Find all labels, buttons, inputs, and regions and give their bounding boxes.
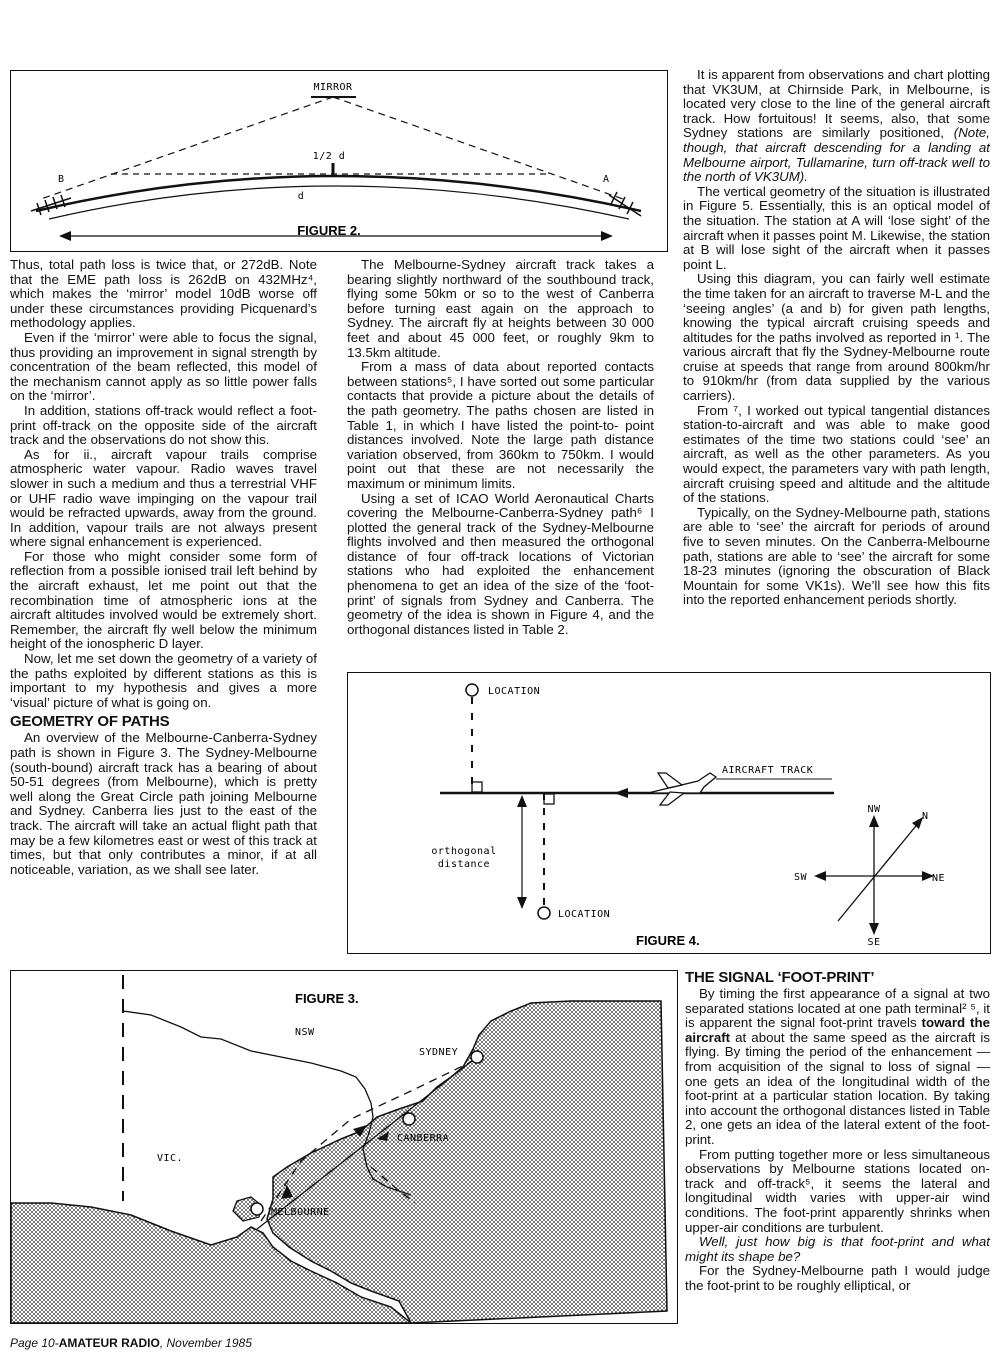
col1-paragraph-1: Thus, total path loss is twice that, or 272dB. Note that the EME path loss is 262dB on 432MHz⁴, which makes the ‘mirror’ model 10dB worse off under these circumstances providing Picquenard’s methodology applies. — [10, 257, 317, 331]
earth-surface — [36, 176, 641, 211]
mirror-label: MIRROR — [313, 82, 353, 93]
ocean-east — [267, 1001, 667, 1323]
nsw-label: NSW — [295, 1027, 315, 1038]
col4-paragraph-1: By timing the first appearance of a signal at two separated stations located at one path terminal² ⁵, it is apparent the signal foot-print travels toward the aircraft at about the same speed as the aircraft is flying. By timing the period of the enhancement — from acquisition of the signal to loss of signal — one gets an idea of the longitudinal width of the foot-print at a particular station location. By taking into account the orthogonal distances listed in Table 2, one gets an idea of the lateral extent of the foot-print. — [685, 986, 990, 1147]
figure-3 — [10, 970, 678, 1324]
orthogonal-label: orthogonal — [431, 846, 497, 857]
orthogonal-arrow-up-icon — [517, 795, 527, 807]
col2-paragraph-1: The Melbourne-Sydney aircraft track takes a bearing slightly northward of the southbound track, flying some 50km or so to the west of Canberra before turning east again on the approach to Sydney. The aircraft fly at heights between 30 000 feet and about 45 000 feet, or roughly 9km to 13.5km altitude. — [347, 257, 654, 360]
column-1 — [10, 258, 317, 877]
col1-paragraph-6: Now, let me set down the geometry of a variety of the paths exploited by different stations as this is important to my hypothesis and gives a more ‘visual’ picture of what is going on. — [10, 651, 317, 710]
compass-n-label: N — [922, 811, 929, 822]
sydney-marker-icon — [471, 1051, 483, 1063]
station-a-label: A — [603, 174, 610, 185]
figure-4 — [347, 672, 991, 954]
compass-nw-arrow-icon — [869, 815, 879, 827]
melbourne-marker-icon — [251, 1203, 263, 1215]
col1-paragraph-7: An overview of the Melbourne-Canberra-Sydney path is shown in Figure 3. The Sydney-Melbourne (south-bound) aircraft track has a bearing of about 50-51 degrees (from Melbourne), which is pretty well along the Great Circle path joining Melbourne and Sydney. Canberra lies just to the east of the track. The aircraft will take an actual flight path that may be a few kilometres east or west of this track at times, but that only contributes a minor, if at all noticeable, variation, as we shall see later. — [10, 730, 317, 877]
col1-paragraph-5: For those who might consider some form of reflection from a possible ionised trail left behind by the aircraft exhaust, let me point out that the recombination time of atmospheric ions at the aircraft altitudes involved would be extremely short. Remember, the aircraft fly well below the minimum height of the ionospheric D layer. — [10, 548, 317, 652]
column-2 — [347, 258, 654, 637]
compass-sw-arrow-icon — [814, 871, 826, 881]
figure-2-caption: FIGURE 2. — [297, 223, 361, 238]
page-footer: Page 10-AMATEUR RADIO, November 1985 — [10, 1336, 252, 1350]
track-arrow-icon — [614, 788, 628, 798]
compass-nw-label: NW — [867, 804, 881, 815]
station-b-label: B — [58, 174, 65, 185]
col1-paragraph-4: As for ii., aircraft vapour trails comprise atmospheric water vapour. Radio waves travel slower in such a medium and thus a terrestrial VHF or UHF radio wave impinging on the vapour trail would be refracted upwards, away from the ground. In addition, vapour trails are not always present where signal enhancement is experienced. — [10, 446, 317, 550]
sydney-label: SYDNEY — [419, 1047, 459, 1058]
col3-paragraph-1: It is apparent from observations and chart plotting that VK3UM, at Chirnside Park, in Melbourne, is located very close to the line of the general aircraft track. How fortuitous! It seems, also, that some Sydney stations are similarly positioned, (Note, though, that aircraft descending for a landing at Melbourne airport, Tullamarine, turn off-track well to the north of VK3UM). — [683, 67, 990, 185]
location-top-label: LOCATION — [488, 686, 541, 697]
compass-sw-label: SW — [794, 872, 808, 883]
right-angle-top-icon — [472, 782, 482, 792]
compass-se-label: SE — [867, 937, 881, 948]
aircraft-track-label: AIRCRAFT TRACK — [722, 765, 814, 776]
compass-rose — [818, 819, 930, 933]
col4-paragraph-2: From putting together more or less simultaneous observations by Melbourne stations located on-track and off-track⁵, it seems the lateral and longitudinal width varies with upper-air wind conditions. The foot-print apparently shrinks when upper-air conditions are turbulent. — [685, 1146, 990, 1235]
right-angle-bottom-icon — [544, 794, 554, 804]
col4-paragraph-4: For the Sydney-Melbourne path I would judge the foot-print to be roughly elliptical, or — [685, 1263, 990, 1293]
nsw-vic-border — [123, 1011, 411, 1195]
figure-2 — [10, 70, 668, 252]
compass-ne-label: NE — [932, 873, 946, 884]
col2-paragraph-3: Using a set of ICAO World Aeronautical Charts covering the Melbourne-Canberra-Sydney path⁶ I plotted the general track of the Sydney-Melbourne flights involved and then measured the orthogonal distance of four off-track locations of Victorian stations who had exploited the enhancement phenomena to get an idea of the size of the ‘foot-print’ of signals from Sydney and Canberra. The geometry of the idea is shown in Figure 4, and the orthogonal distances listed in Table 2. — [347, 490, 654, 637]
arrow-head-right-icon — [601, 231, 613, 241]
vic-label: VIC. — [157, 1153, 184, 1164]
col1-paragraph-3: In addition, stations off-track would reflect a foot-print off-track on the opposite side of the aircraft track and the observations do not show this. — [10, 402, 317, 448]
orthogonal-arrow-down-icon — [517, 897, 527, 909]
compass-se-arrow-icon — [869, 923, 879, 935]
column-3 — [683, 68, 990, 608]
d-label: d — [297, 191, 305, 202]
col3-paragraph-5: Typically, on the Sydney-Melbourne path, stations are able to ‘see’ the aircraft for periods of around five to seven minutes. On the Canberra-Melbourne path, stations are able to ‘see’ the aircraft for some 18-23 minutes (ignoring the obscuration of Black Mountain for some VK1s). We’ll see how this fits into the reported enhancement periods shortly. — [683, 504, 990, 608]
col2-paragraph-2: From a mass of data about reported contacts between stations⁵, I have sorted out some particular contacts that provide a picture about the details of the path geometry. The paths chosen are listed in Table 1, in which I have listed the point-to- point distances involved. Note the large path distance variation observed, from 360km to 750km. I would point out that these are not necessarily the maximum or minimum limits. — [347, 359, 654, 491]
location-top-marker-icon — [466, 684, 478, 696]
figure-3-caption: FIGURE 3. — [295, 991, 359, 1006]
canberra-label: CANBERRA — [397, 1133, 450, 1144]
figure-3-diagram — [11, 971, 677, 1323]
distance-label: distance — [437, 859, 491, 870]
col1-paragraph-2: Even if the ‘mirror’ were able to focus the signal, thus providing an improvement in signal strength by concentration of the beam reflected, this model of the mechanism cannot apply as so little power falls on the ‘mirror’. — [10, 329, 317, 404]
location-bottom-marker-icon — [538, 907, 550, 919]
figure-4-caption: FIGURE 4. — [636, 933, 700, 948]
geometry-heading: GEOMETRY OF PATHS — [10, 713, 170, 731]
melbourne-label: MELBOURNE — [271, 1207, 330, 1218]
canberra-marker-icon — [403, 1113, 415, 1125]
arrow-head-left-icon — [59, 231, 71, 241]
aircraft-icon — [648, 773, 716, 805]
half-d-label: 1/2 d — [312, 151, 346, 162]
figure-2-diagram — [11, 71, 667, 251]
col3-paragraph-4: From ⁷, I worked out typical tangential distances station-to-aircraft and was able to make good estimates of the time two stations could ‘see’ an aircraft, as well as the other parameters. As you would expect, the parameters vary with path length, aircraft cruising speed and altitude and the altitude of the stations. — [683, 402, 990, 506]
location-bottom-label: LOCATION — [558, 909, 611, 920]
figure-4-diagram — [348, 673, 990, 953]
col4-paragraph-3: Well, just how big is that foot-print and what might its shape be? — [685, 1234, 990, 1264]
foot-print-heading: THE SIGNAL ‘FOOT-PRINT’ — [685, 969, 875, 986]
col3-paragraph-3: Using this diagram, you can fairly well estimate the time taken for an aircraft to traverse M-L and the ‘seeing angles’ (a and b) for given path lengths, knowing the typical aircraft cruising speeds and altitudes for the paths involved as reported in ¹. The various aircraft that fly the Sydney-Melbourne route cruise at speeds that range from around 800km/hr to 910km/hr (from data supplied by the various carriers). — [683, 271, 990, 404]
column-4 — [685, 966, 990, 1293]
col3-paragraph-2: The vertical geometry of the situation is illustrated in Figure 5. Essentially, this is an optical model of the situation. The station at A will ‘lose sight’ of the aircraft when it passes point M. Likewise, the station at B will lose sight of the aircraft when it passes point L. — [683, 183, 990, 272]
